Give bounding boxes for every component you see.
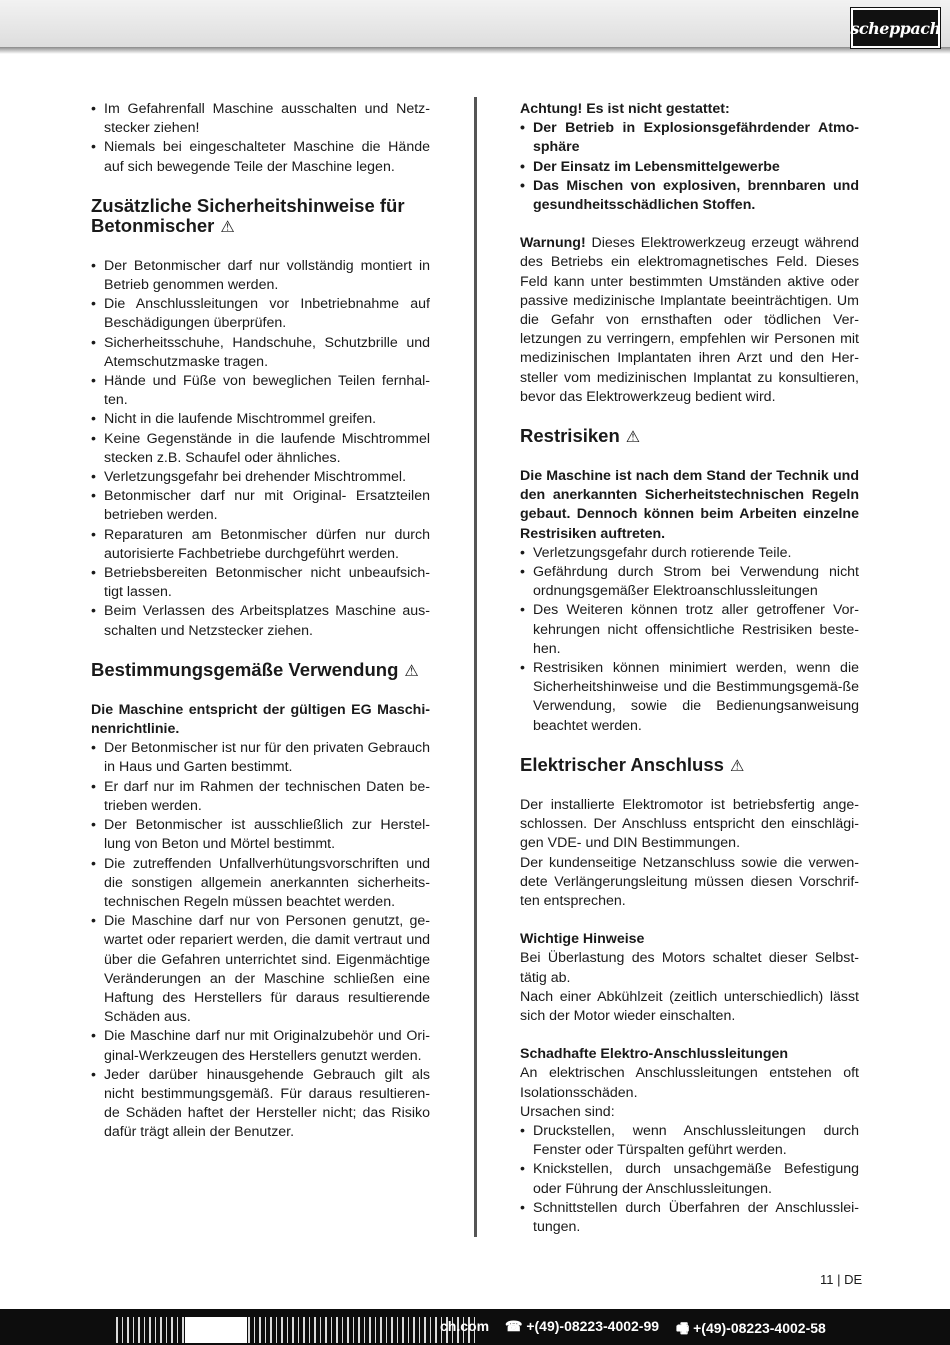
cable-title: Schadhafte Elektro-Anschlussleitungen xyxy=(520,1046,789,1063)
section-heading-usage: Bestimmungsgemäße Verwendung ⚠ xyxy=(91,658,419,680)
page-number: 11 | DE xyxy=(820,1272,863,1287)
list-item: • Das Mischen von explosiven, brennbaren und gesundheitsschädlichen Stoffen. xyxy=(520,177,859,215)
list-item: • Restrisiken können minimiert werden, wenn die Sicherheitshinweise und die Bestimmungsgemä-ße Verwendung, sowie die Bedienungsanweisung beachtet werden. xyxy=(520,659,859,736)
footer-graphic xyxy=(116,1317,476,1343)
list-item: • Schnittstellen durch Überfahren der Anschlusslei-tungen. xyxy=(520,1199,859,1237)
list-item: • Die Anschlussleitungen vor Inbetriebnahme auf Beschädigungen überprüfen. xyxy=(91,295,430,333)
footer-website[interactable]: ch.com xyxy=(440,1318,490,1334)
brand-logo: scheppach xyxy=(851,8,940,48)
warning-triangle-icon: ⚠ xyxy=(729,757,745,775)
usage-intro: Die Maschine entspricht der gültigen EG Maschi-nenrichtlinie. xyxy=(91,701,430,738)
list-item: • Die zutreffenden Unfallverhütungsvorschriften und die sonstigen allgemein anerkannten sicherheits-technischen Regeln müssen beachtet werden. xyxy=(91,855,430,913)
list-item: • Der Betonmischer ist ausschließlich zur Herstel-lung von Beton und Mörtel bestimmt. xyxy=(91,816,430,854)
risk-intro: Die Maschine ist nach dem Stand der Technik und den anerkannten Sicherheitstechnischen Regeln gebaut. Dennoch können beim Arbeiten einzelne Restrisiken auftreten. xyxy=(520,468,859,542)
warning-paragraph xyxy=(520,234,859,407)
header-shadow xyxy=(0,47,950,54)
right-column xyxy=(520,100,859,1237)
warning-text: Dieses Elektrowerkzeug erzeugt während des Betriebs ein elektromagnetisches Feld. Dieses Feld kann unter bestimmten Umständen aktive oder passive medizinische Implantate beeinträchtigen. Um die Gefahr von ernsthaften oder tödlichen Ver-letzungen zu verringern, empfehlen wir Personen mit medizinischen Implantaten ihren Arzt und den Her-steller vom medizinischen Implantat zu konsultieren, bevor das Elektrowerkzeug bedient wird. xyxy=(520,235,859,405)
page-header xyxy=(0,0,950,50)
electric-paragraph-1: Der installierte Elektromotor ist betriebsfertig ange-schlossen. Der Anschluss entspricht den einschlägi-gen VDE- und DIN Bestimmungen. xyxy=(520,796,859,852)
attention-list xyxy=(520,119,859,215)
list-item: • Die Maschine darf nur von Personen genutzt, ge-wartet oder repariert werden, die damit vertraut und über die Gefahren unterrichtet sind. Eigenmächtige Veränderungen an der Maschine schließen eine Haftung des Herstellers für daraus resultierende Schäden aus. xyxy=(91,912,430,1027)
section-heading-risks: Restrisiken ⚠ xyxy=(520,425,641,447)
section-heading-electric: Elektrischer Anschluss ⚠ xyxy=(520,753,745,775)
list-item: • Er darf nur im Rahmen der technischen Daten be-trieben werden. xyxy=(91,778,430,816)
list-item: • Gefährdung durch Strom bei Verwendung nicht ordnungsgemäßer Elektroanschlussleitungen xyxy=(520,563,859,601)
section-heading-safety: Zusätzliche Sicherheitshinweise für Betonmischer ⚠ xyxy=(91,194,405,236)
warning-label: Warnung! xyxy=(520,235,586,252)
warning-triangle-icon: ⚠ xyxy=(625,429,641,447)
list-item: • Sicherheitsschuhe, Handschuhe, Schutzbrille und Atemschutzmaske tragen. xyxy=(91,334,430,372)
list-item: • Die Maschine darf nur mit Originalzubehör und Ori-ginal-Werkzeugen des Herstellers genutzt werden. xyxy=(91,1027,430,1065)
safety-list xyxy=(91,257,430,641)
cable-list xyxy=(520,1122,859,1237)
list-item: • Reparaturen am Betonmischer dürfen nur durch autorisierte Fachbetriebe durchgeführt werden. xyxy=(91,526,430,564)
hints-paragraph-2: Nach einer Abkühlzeit (zeitlich unterschiedlich) lässt sich der Motor wieder einschalten. xyxy=(520,988,859,1024)
list-item: • Der Betrieb in Explosionsgefährdender Atmo-sphäre xyxy=(520,119,859,157)
list-item: • Des Weiteren können trotz aller getroffener Vor-kehrungen nicht offensichtliche Restrisiken beste-hen. xyxy=(520,601,859,659)
list-item: • Hände und Füße von beweglichen Teilen fernhal-ten. xyxy=(91,372,430,410)
list-item: • Nicht in die laufende Mischtrommel greifen. xyxy=(91,410,430,429)
list-item: • Niemals bei eingeschalteter Maschine die Hände auf sich bewegende Teile der Maschine legen. xyxy=(91,138,430,176)
attention-title: Achtung! Es ist nicht gestattet: xyxy=(520,101,730,117)
list-item: • Betriebsbereiten Betonmischer nicht unbeaufsich-tigt lassen. xyxy=(91,564,430,602)
electric-paragraph-2: Der kundenseitige Netzanschluss sowie die verwen-dete Verlängerungsleitung müssen diesen Vorschrif-ten entsprechen. xyxy=(520,854,859,909)
list-item: • Jeder darüber hinausgehende Gebrauch gilt als nicht bestimmungsgemäß. Für daraus resultieren-de Schäden haftet der Hersteller nicht; das Risiko dafür trägt allein der Benutzer. xyxy=(91,1066,430,1143)
list-item: • Knickstellen, durch unsachgemäße Befestigung oder Führung der Anschlussleitungen. xyxy=(520,1160,859,1198)
list-item: • Der Betonmischer darf nur vollständig montiert in Betrieb genommen werden. xyxy=(91,257,430,295)
warning-triangle-icon: ⚠ xyxy=(220,218,235,236)
list-item: • Betonmischer darf nur mit Original- Ersatzteilen betrieben werden. xyxy=(91,487,430,525)
list-item: • Verletzungsgefahr bei drehender Mischtrommel. xyxy=(91,468,430,487)
hints-paragraph-1: Bei Überlastung des Motors schaltet dieser Selbst-tätig ab. xyxy=(520,950,859,986)
page-footer xyxy=(0,1309,950,1345)
column-divider xyxy=(474,97,477,1237)
risk-list xyxy=(520,544,859,736)
list-item: • Verletzungsgefahr durch rotierende Teile. xyxy=(520,544,859,563)
list-item: • Druckstellen, wenn Anschlussleitungen durch Fenster oder Türspalten geführt werden. xyxy=(520,1122,859,1160)
warning-triangle-icon: ⚠ xyxy=(404,662,419,680)
usage-list xyxy=(91,739,430,1142)
footer-block xyxy=(185,1317,247,1343)
left-column xyxy=(91,100,430,1143)
footer-phone: ☎ +(49)-08223-4002-99 xyxy=(505,1318,660,1334)
footer-fax: 🖷 +(49)-08223-4002-58 xyxy=(676,1320,826,1336)
cable-paragraph-1: An elektrischen Anschlussleitungen entstehen oft Isolationsschäden. xyxy=(520,1065,859,1101)
list-item: • Im Gefahrenfall Maschine ausschalten und Netz-stecker ziehen! xyxy=(91,100,430,138)
intro-list xyxy=(91,100,430,177)
list-item: • Der Betonmischer ist nur für den privaten Gebrauch in Haus und Garten bestimmt. xyxy=(91,739,430,777)
cable-paragraph-2: Ursachen sind: xyxy=(520,1103,615,1120)
hints-title: Wichtige Hinweise xyxy=(520,931,645,948)
list-item: • Beim Verlassen des Arbeitsplatzes Maschine aus-schalten und Netzstecker ziehen. xyxy=(91,602,430,640)
list-item: • Keine Gegenstände in die laufende Mischtrommel stecken z.B. Schaufel oder ähnliches. xyxy=(91,430,430,468)
list-item: • Der Einsatz im Lebensmittelgewerbe xyxy=(520,158,859,177)
